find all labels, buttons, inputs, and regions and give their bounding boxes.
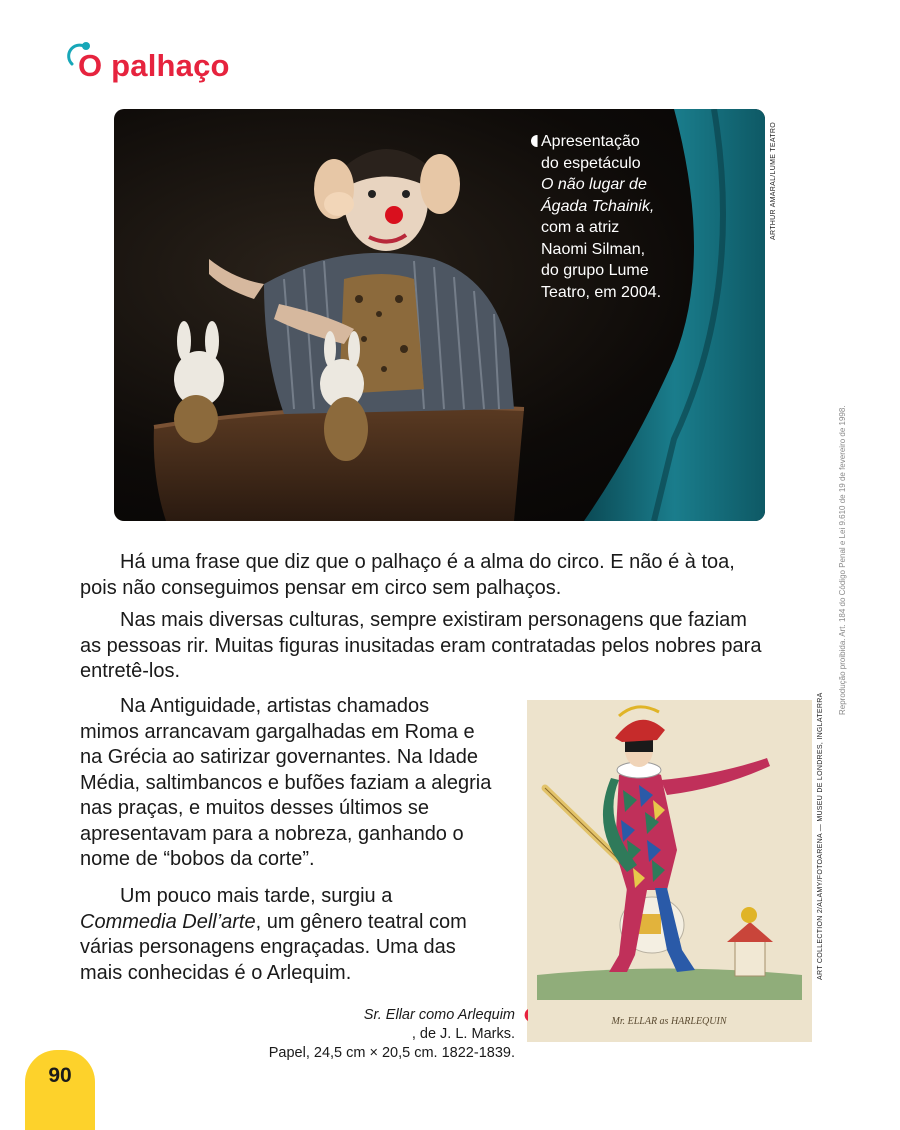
print-inscription: Mr. ELLAR as HARLEQUIN [611, 1016, 727, 1027]
text-fragment: , um gênero teatral com [255, 910, 467, 933]
copyright-notice: Reprodução proibida. Art. 184 do Código Penal e Lei 9.610 de 19 de fevereiro de 1998. [838, 405, 847, 715]
caption-marker-icon [516, 1008, 528, 1022]
caption-marker-icon [528, 135, 538, 147]
text-line: apresentavam para a nobreza, ganhando o [80, 822, 464, 845]
text-line: Nas mais diversas culturas, sempre existiram personagens que faziam [120, 609, 747, 631]
paragraph-4 [80, 884, 520, 986]
text-line: Um pouco mais tarde, surgiu a [120, 885, 393, 907]
text-line: na Grécia ao satirizar governantes. Na Idade [80, 746, 478, 768]
caption-line: O não lugar de [541, 176, 647, 193]
caption-line [180, 1006, 515, 1044]
photo2-caption [180, 1006, 515, 1063]
caption-line: Apresentação [541, 133, 640, 150]
paragraph-1 [80, 550, 802, 601]
photo1-credit: ARTHUR AMARAL/LUME TEATRO [770, 122, 777, 240]
paragraph-3 [80, 694, 520, 873]
paragraph-2 [80, 608, 802, 685]
commedia-term: Commedia Dell’arte [80, 910, 256, 933]
text-line: nas praças, e muitos desses últimos se [80, 797, 430, 819]
text-line: várias personagens engraçadas. Uma das [80, 936, 456, 958]
page-title: O palhaço [78, 48, 230, 83]
text-line: pois não conseguimos pensar em circo sem palhaços. [80, 576, 562, 599]
page-number-tab [25, 1050, 95, 1130]
photo2-credit: ART COLLECTION 2/ALAMY/FOTOARENA — MUSEU DE LONDRES, INGLATERRA [817, 692, 824, 980]
caption-line: Papel, 24,5 cm × 20,5 cm. 1822-1839. [268, 1045, 515, 1061]
text-line: as pessoas rir. Muitas figuras inusitadas eram contratadas pelos nobres para [80, 634, 762, 657]
text-line [80, 910, 520, 936]
caption-line: com a atriz [541, 219, 620, 236]
text-line: nome de “bobos da corte”. [80, 848, 315, 870]
text-fragment: , de J. L. Marks. [411, 1026, 515, 1042]
text-line: mais conhecidas é o Arlequim. [80, 961, 352, 984]
caption-line: do espetáculo [541, 154, 641, 172]
text-line: Na Antiguidade, artistas chamados [120, 695, 430, 717]
caption-line: Ágada Tchainik, [541, 197, 655, 215]
text-line: Média, saltimbancos e bufões faziam a alegria [80, 771, 492, 794]
harlequin-illustration [527, 700, 812, 1042]
bunny-toy-left [174, 321, 224, 443]
artwork-title: Sr. Ellar como Arlequim [363, 1007, 515, 1023]
page-number: 90 [48, 1064, 72, 1087]
text-line: entretê-los. [80, 660, 181, 682]
text-line: Há uma frase que diz que o palhaço é a alma do circo. E não é à toa, [120, 551, 735, 573]
caption-line: Teatro, em 2004. [541, 283, 662, 301]
caption-line: do grupo Lume [541, 262, 649, 279]
text-line: mimos arrancavam gargalhadas em Roma e [80, 720, 475, 743]
harlequin-print-image [527, 700, 812, 1042]
caption-line: Naomi Silman, [541, 240, 646, 258]
